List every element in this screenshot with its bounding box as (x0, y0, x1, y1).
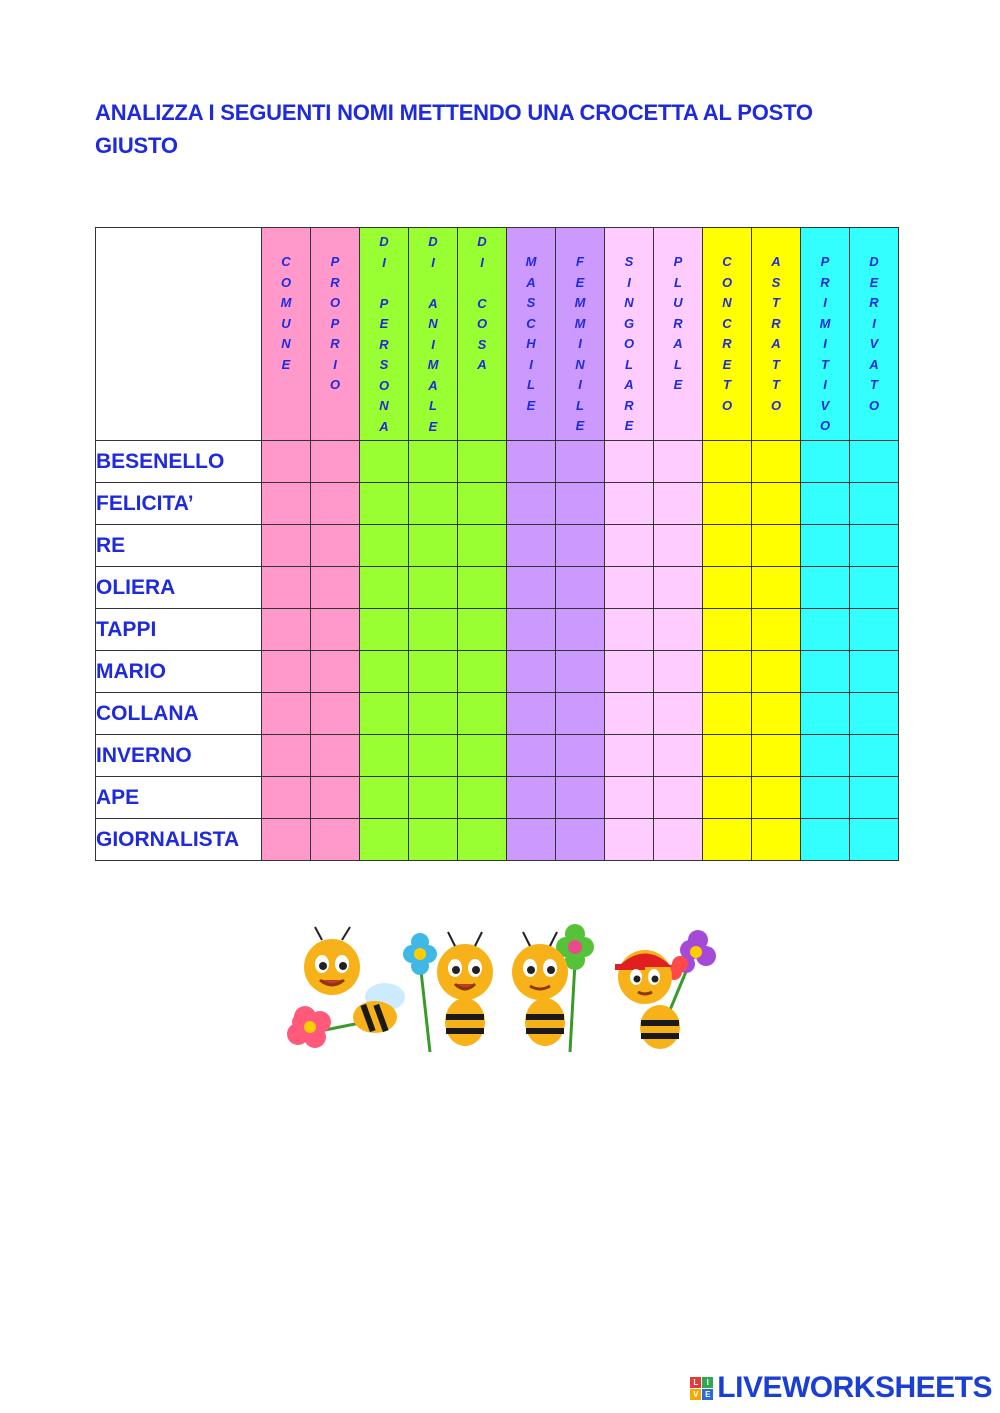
col-label-letter: I (578, 377, 582, 392)
answer-cell[interactable] (409, 441, 458, 483)
col-label (850, 228, 898, 416)
col-label-letter: M (280, 295, 292, 310)
col-primitivo (801, 228, 850, 441)
answer-cell[interactable] (311, 819, 360, 861)
col-label-letter: T (772, 356, 780, 372)
col-label-letter: I (480, 254, 484, 270)
col-label-letter: S (379, 357, 389, 372)
col-label-letter: A (428, 377, 438, 393)
answer-cell[interactable] (850, 693, 899, 735)
answer-cell[interactable] (654, 441, 703, 483)
answer-cell[interactable] (311, 483, 360, 525)
answer-cell[interactable] (458, 483, 507, 525)
header-row (96, 228, 899, 441)
col-label-letter: T (772, 377, 780, 392)
col-astratto (752, 228, 801, 441)
answer-cell[interactable] (703, 651, 752, 693)
table-row (96, 777, 899, 819)
col-label-letter: R (330, 274, 340, 290)
logo-badge-letter: L (690, 1377, 701, 1388)
answer-cell[interactable] (311, 651, 360, 693)
col-label-letter: E (624, 418, 634, 433)
col-label (360, 228, 408, 437)
answer-cell[interactable] (801, 819, 850, 861)
answer-cell[interactable] (262, 567, 311, 609)
col-label-letter: I (578, 336, 582, 351)
answer-cell[interactable] (654, 525, 703, 567)
col-label-letter: C (477, 295, 487, 311)
answer-cell[interactable] (703, 693, 752, 735)
table-row (96, 609, 899, 651)
answer-cell[interactable] (409, 609, 458, 651)
noun-label: OLIERA (96, 567, 262, 609)
answer-cell[interactable] (262, 651, 311, 693)
col-di-persona (360, 228, 409, 441)
answer-cell[interactable] (605, 693, 654, 735)
col-label (409, 228, 457, 437)
col-concreto (703, 228, 752, 441)
answer-cell[interactable] (507, 693, 556, 735)
col-femminile (556, 228, 605, 441)
answer-cell[interactable] (311, 525, 360, 567)
answer-cell[interactable] (752, 441, 801, 483)
noun-label: BESENELLO (96, 441, 262, 483)
col-label-letter: E (575, 274, 585, 290)
col-label-letter: R (771, 315, 781, 331)
answer-cell[interactable] (311, 777, 360, 819)
col-label-letter: H (526, 336, 536, 351)
col-label-letter: A (771, 254, 781, 269)
noun-label: COLLANA (96, 693, 262, 735)
analysis-table (95, 227, 899, 861)
col-label-letter: M (574, 295, 586, 310)
answer-cell[interactable] (605, 525, 654, 567)
col-di-animale (409, 228, 458, 441)
answer-cell[interactable] (605, 735, 654, 777)
noun-label: MARIO (96, 651, 262, 693)
col-label-letter: P (820, 254, 830, 269)
col-label-letter: R (379, 336, 389, 352)
col-label-letter: I (529, 356, 533, 372)
col-label-letter: R (722, 336, 732, 351)
table-row (96, 651, 899, 693)
col-label-letter: A (869, 356, 879, 372)
noun-label: FELICITA’ (96, 483, 262, 525)
col-label-letter: E (281, 356, 291, 372)
answer-cell[interactable] (311, 735, 360, 777)
logo-text: LIVEWORKSHEETS (717, 1371, 992, 1404)
col-label-letter: O (476, 316, 488, 331)
answer-cell[interactable] (458, 525, 507, 567)
answer-cell[interactable] (850, 609, 899, 651)
answer-cell[interactable] (850, 441, 899, 483)
answer-cell[interactable] (458, 693, 507, 735)
col-label-letter: N (428, 316, 438, 331)
answer-cell[interactable] (458, 609, 507, 651)
col-label-letter: D (379, 234, 389, 249)
answer-cell[interactable] (262, 693, 311, 735)
answer-cell[interactable] (703, 483, 752, 525)
corner-cell (96, 228, 262, 441)
answer-cell[interactable] (262, 525, 311, 567)
col-label-letter: O (329, 295, 341, 310)
answer-cell[interactable] (752, 609, 801, 651)
answer-cell[interactable] (458, 777, 507, 819)
col-label-letter: A (428, 295, 438, 311)
table-row (96, 693, 899, 735)
col-label-letter: S (624, 254, 634, 269)
col-label-letter: P (379, 295, 389, 311)
answer-cell[interactable] (311, 567, 360, 609)
answer-cell[interactable] (605, 777, 654, 819)
col-label-letter: N (624, 295, 634, 310)
answer-cell[interactable] (458, 567, 507, 609)
answer-cell[interactable] (703, 735, 752, 777)
answer-cell[interactable] (262, 483, 311, 525)
col-label-letter: L (674, 274, 682, 290)
answer-cell[interactable] (409, 483, 458, 525)
answer-cell[interactable] (752, 693, 801, 735)
col-label (654, 228, 702, 396)
col-label-letter: L (674, 356, 682, 372)
col-label (458, 228, 506, 376)
answer-cell[interactable] (262, 735, 311, 777)
answer-cell[interactable] (752, 819, 801, 861)
col-label-letter: C (722, 315, 732, 331)
answer-cell[interactable] (752, 525, 801, 567)
col-label-letter: I (333, 356, 337, 372)
col-label (605, 228, 653, 437)
answer-cell[interactable] (311, 609, 360, 651)
answer-cell[interactable] (458, 735, 507, 777)
logo-badge-letter: E (702, 1389, 713, 1400)
col-label-letter: I (431, 336, 435, 352)
col-label-letter: T (821, 356, 829, 372)
answer-cell[interactable] (654, 777, 703, 819)
answer-cell[interactable] (556, 693, 605, 735)
col-label-letter: L (429, 398, 437, 413)
answer-cell[interactable] (801, 441, 850, 483)
col-label-letter: O (623, 336, 635, 351)
table-row (96, 441, 899, 483)
answer-cell[interactable] (409, 525, 458, 567)
col-label-letter: P (330, 254, 340, 269)
answer-cell[interactable] (409, 567, 458, 609)
answer-cell[interactable] (556, 651, 605, 693)
answer-cell[interactable] (507, 525, 556, 567)
col-label-letter: L (625, 356, 633, 372)
bee-icon (403, 932, 493, 1052)
liveworksheets-logo[interactable] (690, 1371, 992, 1405)
col-label-letter: C (281, 254, 291, 269)
col-label-letter: T (772, 295, 780, 310)
noun-label: APE (96, 777, 262, 819)
col-label-letter: G (623, 315, 635, 331)
answer-cell[interactable] (262, 777, 311, 819)
logo-badge-icon (690, 1377, 713, 1400)
answer-cell[interactable] (311, 441, 360, 483)
answer-cell[interactable] (507, 567, 556, 609)
col-derivato (850, 228, 899, 441)
col-label-letter: O (819, 418, 831, 433)
col-label-letter: R (869, 295, 879, 310)
answer-cell[interactable] (752, 735, 801, 777)
col-comune (262, 228, 311, 441)
col-label-letter: O (329, 377, 341, 392)
answer-cell[interactable] (507, 819, 556, 861)
table-row (96, 525, 899, 567)
col-label (556, 228, 604, 437)
table-row (96, 819, 899, 861)
answer-cell[interactable] (801, 735, 850, 777)
answer-cell[interactable] (556, 609, 605, 651)
answer-cell[interactable] (605, 819, 654, 861)
col-label-letter: M (574, 315, 586, 331)
answer-cell[interactable] (262, 609, 311, 651)
col-label-letter: O (868, 397, 880, 413)
col-label-letter: A (477, 357, 487, 372)
answer-cell[interactable] (605, 651, 654, 693)
answer-cell[interactable] (556, 525, 605, 567)
answer-cell[interactable] (360, 819, 409, 861)
col-label-letter: P (330, 315, 340, 331)
col-label-gap (431, 273, 435, 294)
col-label-letter: O (280, 274, 292, 290)
col-label-letter: I (823, 377, 827, 392)
table-row (96, 483, 899, 525)
answer-cell[interactable] (409, 693, 458, 735)
answer-cell[interactable] (752, 651, 801, 693)
col-label (507, 228, 555, 416)
bees-illustration (270, 922, 730, 1062)
col-label-gap (382, 273, 386, 294)
col-label-letter: T (723, 377, 731, 392)
answer-cell[interactable] (850, 819, 899, 861)
col-label-gap (480, 273, 484, 294)
col-label-letter: E (428, 418, 438, 434)
answer-cell[interactable] (556, 819, 605, 861)
worksheet-title: ANALIZZA I SEGUENTI NOMI METTENDO UNA CROCETTA AL POSTO GIUSTO (95, 100, 813, 158)
answer-cell[interactable] (801, 651, 850, 693)
col-label-letter: I (627, 274, 631, 290)
col-label-letter: A (673, 336, 683, 351)
answer-cell[interactable] (605, 441, 654, 483)
answer-cell[interactable] (703, 819, 752, 861)
noun-label: INVERNO (96, 735, 262, 777)
col-label-letter: E (575, 418, 585, 433)
answer-cell[interactable] (262, 441, 311, 483)
bee-icon (615, 930, 716, 1049)
answer-cell[interactable] (605, 609, 654, 651)
answer-cell[interactable] (507, 735, 556, 777)
col-label-letter: A (771, 336, 781, 351)
answer-cell[interactable] (703, 609, 752, 651)
col-label-letter: R (820, 274, 830, 290)
col-plurale (654, 228, 703, 441)
answer-cell[interactable] (360, 693, 409, 735)
answer-cell[interactable] (654, 651, 703, 693)
col-proprio (311, 228, 360, 441)
answer-cell[interactable] (360, 525, 409, 567)
col-di-cosa (458, 228, 507, 441)
answer-cell[interactable] (507, 777, 556, 819)
col-label-letter: O (378, 377, 390, 393)
answer-cell[interactable] (752, 567, 801, 609)
col-label-letter: E (722, 356, 732, 372)
answer-cell[interactable] (311, 693, 360, 735)
col-label-letter: T (870, 377, 878, 392)
col-label-letter: E (673, 377, 683, 392)
answer-cell[interactable] (507, 483, 556, 525)
col-label-letter: S (526, 295, 536, 310)
answer-cell[interactable] (556, 441, 605, 483)
answer-cell[interactable] (507, 441, 556, 483)
answer-cell[interactable] (360, 735, 409, 777)
noun-label: RE (96, 525, 262, 567)
col-label-letter: N (575, 356, 585, 372)
col-label-letter: P (673, 254, 683, 269)
col-label-letter: O (770, 397, 782, 413)
answer-cell[interactable] (458, 819, 507, 861)
col-label-letter: N (722, 295, 732, 310)
answer-cell[interactable] (360, 777, 409, 819)
answer-cell[interactable] (605, 567, 654, 609)
col-label-letter: N (281, 336, 291, 351)
col-label-letter: A (526, 274, 536, 290)
col-label-letter: E (526, 397, 536, 413)
answer-cell[interactable] (654, 735, 703, 777)
col-label-letter: R (330, 336, 340, 351)
table-row (96, 567, 899, 609)
answer-cell[interactable] (507, 609, 556, 651)
noun-label: GIORNALISTA (96, 819, 262, 861)
col-label-letter: L (576, 397, 584, 413)
answer-cell[interactable] (605, 483, 654, 525)
noun-label: TAPPI (96, 609, 262, 651)
table-row (96, 735, 899, 777)
col-label-letter: O (721, 274, 733, 290)
col-label-letter: L (527, 377, 535, 392)
answer-cell[interactable] (801, 693, 850, 735)
col-label (752, 228, 800, 416)
answer-cell[interactable] (458, 441, 507, 483)
answer-cell[interactable] (703, 441, 752, 483)
col-label-letter: A (624, 377, 634, 392)
col-label-letter: A (379, 418, 389, 434)
col-label-letter: I (823, 336, 827, 351)
answer-cell[interactable] (801, 609, 850, 651)
answer-cell[interactable] (654, 819, 703, 861)
col-label-letter: S (771, 274, 781, 290)
col-label-letter: R (673, 315, 683, 331)
col-label-letter: M (525, 254, 537, 269)
col-label-letter: E (869, 274, 879, 290)
answer-cell[interactable] (654, 567, 703, 609)
answer-cell[interactable] (409, 777, 458, 819)
answer-cell[interactable] (556, 777, 605, 819)
answer-cell[interactable] (360, 483, 409, 525)
answer-cell[interactable] (654, 483, 703, 525)
answer-cell[interactable] (360, 609, 409, 651)
answer-cell[interactable] (850, 483, 899, 525)
answer-cell[interactable] (262, 819, 311, 861)
answer-cell[interactable] (409, 819, 458, 861)
answer-cell[interactable] (458, 651, 507, 693)
answer-cell[interactable] (703, 777, 752, 819)
answer-cell[interactable] (556, 483, 605, 525)
logo-badge-letter: I (702, 1377, 713, 1388)
col-label-letter: I (382, 254, 386, 270)
col-label-letter: O (721, 397, 733, 413)
answer-cell[interactable] (654, 609, 703, 651)
col-label-letter: C (526, 315, 536, 331)
col-label-letter: C (722, 254, 732, 269)
answer-cell[interactable] (360, 441, 409, 483)
answer-cell[interactable] (850, 777, 899, 819)
col-label-letter: I (823, 295, 827, 310)
answer-cell[interactable] (507, 651, 556, 693)
logo-badge-letter: V (690, 1389, 701, 1400)
answer-cell[interactable] (801, 777, 850, 819)
answer-cell[interactable] (703, 525, 752, 567)
bee-icon (287, 927, 405, 1048)
col-label-letter: U (281, 315, 291, 331)
col-label-letter: I (872, 315, 876, 331)
col-label-letter: M (819, 315, 831, 331)
col-label-letter: U (673, 295, 683, 310)
col-label-letter: M (427, 357, 439, 372)
answer-cell[interactable] (752, 777, 801, 819)
col-label-letter: V (820, 397, 830, 413)
answer-cell[interactable] (556, 567, 605, 609)
answer-cell[interactable] (703, 567, 752, 609)
col-label (311, 228, 359, 396)
col-maschile (507, 228, 556, 441)
answer-cell[interactable] (409, 735, 458, 777)
answer-cell[interactable] (850, 525, 899, 567)
answer-cell[interactable] (850, 567, 899, 609)
col-label (801, 228, 849, 437)
col-label-letter: D (477, 234, 487, 249)
col-label-letter: R (624, 397, 634, 413)
col-label-letter: S (477, 336, 487, 352)
col-label-letter: V (869, 336, 879, 351)
col-singolare (605, 228, 654, 441)
answer-cell[interactable] (752, 483, 801, 525)
col-label-letter: F (576, 254, 584, 269)
col-label-letter: N (379, 398, 389, 413)
col-label-letter: D (869, 254, 879, 269)
answer-cell[interactable] (801, 483, 850, 525)
answer-cell[interactable] (556, 735, 605, 777)
col-label-letter: D (428, 234, 438, 249)
col-label (703, 228, 751, 416)
answer-cell[interactable] (850, 651, 899, 693)
answer-cell[interactable] (801, 525, 850, 567)
answer-cell[interactable] (409, 651, 458, 693)
answer-cell[interactable] (801, 567, 850, 609)
col-label-letter: E (379, 316, 389, 331)
answer-cell[interactable] (360, 651, 409, 693)
answer-cell[interactable] (360, 567, 409, 609)
answer-cell[interactable] (654, 693, 703, 735)
answer-cell[interactable] (850, 735, 899, 777)
col-label-letter: I (431, 254, 435, 270)
col-label (262, 228, 310, 375)
bee-icon (512, 924, 594, 1052)
